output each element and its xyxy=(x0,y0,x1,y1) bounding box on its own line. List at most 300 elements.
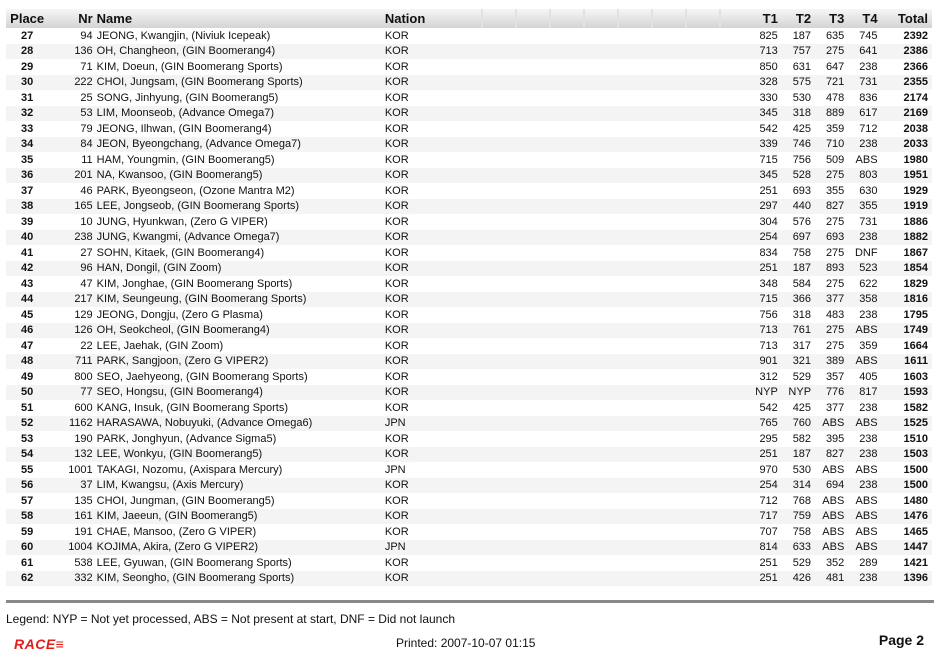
cell-t2: 575 xyxy=(778,75,811,91)
cell-nr: 217 xyxy=(48,292,96,308)
cell-place: 58 xyxy=(6,509,48,525)
cell-place: 47 xyxy=(21,339,34,352)
cell-nation: KOR xyxy=(385,571,449,587)
cell-t1: 850 xyxy=(759,60,778,73)
cell-nr: 538 xyxy=(74,556,93,569)
header-place: Place xyxy=(10,11,45,26)
race-logo xyxy=(14,636,64,652)
cell-t4: 731 xyxy=(859,215,878,228)
cell-t4: 817 xyxy=(844,385,877,401)
cell-name: NA, Kwansoo, (GIN Boomerang5) xyxy=(97,168,385,184)
table-row xyxy=(6,152,932,168)
cell-place: 51 xyxy=(21,401,34,414)
cell-t3: 359 xyxy=(825,122,845,135)
cell-place: 31 xyxy=(21,91,34,104)
cell-t2: 530 xyxy=(792,463,812,476)
table-row xyxy=(6,447,932,463)
cell-total: 1611 xyxy=(878,354,932,370)
cell-total: 1795 xyxy=(903,308,928,321)
table-row xyxy=(6,292,932,308)
table-row xyxy=(6,416,932,432)
cell-spacer xyxy=(449,323,744,339)
cell-nr: 71 xyxy=(80,60,93,73)
cell-nr: 711 xyxy=(48,354,96,370)
cell-spacer xyxy=(449,137,744,153)
cell-nr: 238 xyxy=(48,230,96,246)
cell-nr: 190 xyxy=(74,432,93,445)
cell-t3: 827 xyxy=(811,447,844,463)
cell-total: 1882 xyxy=(878,230,932,246)
cell-spacer xyxy=(449,44,744,60)
cell-place: 36 xyxy=(6,168,48,184)
cell-name: JEONG, Kwangjin, (Niviuk Icepeak) xyxy=(96,29,271,42)
cell-name: OH, Changheon, (GIN Boomerang4) xyxy=(97,44,385,60)
cell-nation: JPN xyxy=(385,416,449,432)
cell-name: JUNG, Hyunkwan, (Zero G VIPER) xyxy=(96,215,268,228)
cell-spacer xyxy=(449,75,744,91)
printed-timestamp: Printed: 2007-10-07 01:15 xyxy=(396,636,536,650)
cell-nr: 96 xyxy=(48,261,96,277)
cell-total: 1603 xyxy=(903,370,928,383)
cell-total: 2366 xyxy=(903,60,928,73)
cell-place: 57 xyxy=(21,494,34,507)
cell-place: 46 xyxy=(6,323,48,339)
cell-nation: KOR xyxy=(385,354,449,370)
cell-nr: 22 xyxy=(80,339,93,352)
cell-t2: 697 xyxy=(778,230,811,246)
cell-t3: 647 xyxy=(825,60,845,73)
cell-t1: 715 xyxy=(745,292,778,308)
cell-t2: 757 xyxy=(778,44,811,60)
cell-t3: 275 xyxy=(825,215,845,228)
cell-t3: 693 xyxy=(811,230,844,246)
table-row xyxy=(6,121,932,137)
cell-spacer xyxy=(449,431,744,447)
cell-t4: ABS xyxy=(844,416,877,432)
cell-nation: KOR xyxy=(384,339,409,352)
cell-t4: 238 xyxy=(844,478,877,494)
cell-name: SEO, Hongsu, (GIN Boomerang4) xyxy=(97,385,385,401)
table-row xyxy=(6,44,932,60)
cell-spacer xyxy=(449,307,744,323)
cell-t3: 721 xyxy=(811,75,844,91)
cell-nr: 600 xyxy=(74,401,93,414)
cell-t3: 377 xyxy=(825,401,845,414)
header-nation: Nation xyxy=(384,11,426,26)
cell-t3: 395 xyxy=(825,432,845,445)
cell-total: 1503 xyxy=(878,447,932,463)
cell-total: 1829 xyxy=(903,277,928,290)
cell-nr: 161 xyxy=(48,509,96,525)
cell-spacer xyxy=(449,400,744,416)
header-name: Name xyxy=(96,11,133,26)
cell-nr: 800 xyxy=(74,370,93,383)
cell-nation: KOR xyxy=(385,447,449,463)
table-row xyxy=(6,354,932,370)
cell-t1: 970 xyxy=(759,463,778,476)
table-row xyxy=(6,369,932,385)
cell-nr: 132 xyxy=(48,447,96,463)
cell-name: LIM, Kwangsu, (Axis Mercury) xyxy=(97,478,385,494)
table-row xyxy=(6,385,932,401)
cell-t2: 631 xyxy=(792,60,812,73)
cell-total: 1421 xyxy=(903,556,928,569)
cell-t4: 238 xyxy=(844,230,877,246)
cell-t2: 318 xyxy=(792,308,812,321)
table-row xyxy=(6,28,932,44)
cell-nation: KOR xyxy=(384,556,409,569)
cell-total: 1919 xyxy=(878,199,932,215)
cell-name: HARASAWA, Nobuyuki, (Advance Omega6) xyxy=(97,416,385,432)
cell-t3: ABS xyxy=(811,540,844,556)
cell-nation: KOR xyxy=(384,215,409,228)
cell-t1: NYP xyxy=(745,385,778,401)
cell-name: SEO, Jaehyeong, (GIN Boomerang Sports) xyxy=(96,370,308,383)
cell-t2: 758 xyxy=(792,246,812,259)
cell-t2: 584 xyxy=(792,277,812,290)
cell-name: LEE, Jongseob, (GIN Boomerang Sports) xyxy=(97,199,385,215)
cell-t4: ABS xyxy=(844,354,877,370)
cell-total: 1396 xyxy=(878,571,932,587)
cell-total: 1929 xyxy=(903,184,928,197)
cell-place: 29 xyxy=(21,60,34,73)
cell-nr: 1001 xyxy=(68,463,93,476)
cell-name: CHOI, Jungsam, (GIN Boomerang Sports) xyxy=(97,75,385,91)
cell-name: KIM, Doeun, (GIN Boomerang Sports) xyxy=(96,60,283,73)
cell-t3: ABS xyxy=(822,494,845,507)
cell-t1: 254 xyxy=(745,478,778,494)
cell-t3: 355 xyxy=(825,184,845,197)
cell-total: 2355 xyxy=(878,75,932,91)
cell-t1: 339 xyxy=(745,137,778,153)
cell-total: 1582 xyxy=(903,401,928,414)
cell-nation: KOR xyxy=(385,199,449,215)
cell-total: 2386 xyxy=(878,44,932,60)
cell-nation: KOR xyxy=(384,153,409,166)
cell-t1: 715 xyxy=(759,153,778,166)
cell-spacer xyxy=(449,121,744,137)
page-number: Page 2 xyxy=(878,632,924,648)
cell-t3: ABS xyxy=(811,416,844,432)
table-row xyxy=(6,493,932,509)
cell-name: HAN, Dongil, (GIN Zoom) xyxy=(97,261,385,277)
cell-total: 1447 xyxy=(878,540,932,556)
cell-t4: ABS xyxy=(844,509,877,525)
cell-spacer xyxy=(449,540,744,556)
cell-place: 28 xyxy=(6,44,48,60)
cell-total: 1476 xyxy=(878,509,932,525)
cell-total: 1951 xyxy=(878,168,932,184)
table-row xyxy=(6,90,932,106)
cell-t2: 318 xyxy=(778,106,811,122)
legend-text: Legend: NYP = Not yet processed, ABS = Not present at start, DNF = Did not launch xyxy=(6,612,456,626)
cell-total: 1980 xyxy=(903,153,928,166)
cell-t1: 717 xyxy=(745,509,778,525)
cell-t1: 756 xyxy=(759,308,778,321)
logo-text: RACE xyxy=(14,636,56,652)
cell-name: SONG, Jinhyung, (GIN Boomerang5) xyxy=(96,91,279,104)
cell-nation: KOR xyxy=(385,509,449,525)
cell-t1: 765 xyxy=(745,416,778,432)
cell-nation: KOR xyxy=(385,137,449,153)
cell-t4: 238 xyxy=(844,447,877,463)
cell-t4: 803 xyxy=(844,168,877,184)
cell-spacer xyxy=(449,462,744,478)
cell-spacer xyxy=(449,245,744,261)
table-row xyxy=(6,199,932,215)
cell-t4: 617 xyxy=(844,106,877,122)
cell-nr: 77 xyxy=(48,385,96,401)
cell-place: 54 xyxy=(6,447,48,463)
cell-t1: 251 xyxy=(745,571,778,587)
cell-place: 33 xyxy=(21,122,34,135)
cell-place: 56 xyxy=(6,478,48,494)
cell-spacer xyxy=(449,276,744,292)
cell-nr: 94 xyxy=(80,29,93,42)
cell-t3: 275 xyxy=(811,323,844,339)
cell-place: 40 xyxy=(6,230,48,246)
cell-t1: 345 xyxy=(745,168,778,184)
cell-nr: 201 xyxy=(48,168,96,184)
cell-name: JEONG, Dongju, (Zero G Plasma) xyxy=(96,308,263,321)
cell-nr: 53 xyxy=(48,106,96,122)
cell-nr: 1004 xyxy=(48,540,96,556)
cell-nation: JPN xyxy=(385,540,449,556)
table-row xyxy=(6,431,932,447)
cell-total: 1854 xyxy=(878,261,932,277)
cell-place: 44 xyxy=(6,292,48,308)
cell-t1: 304 xyxy=(759,215,778,228)
cell-total: 2169 xyxy=(878,106,932,122)
cell-t3: ABS xyxy=(811,509,844,525)
cell-spacer xyxy=(449,447,744,463)
cell-t1: 901 xyxy=(745,354,778,370)
cell-total: 1500 xyxy=(903,463,928,476)
cell-nr: 165 xyxy=(48,199,96,215)
cell-t4: 238 xyxy=(859,308,878,321)
cell-place: 49 xyxy=(21,370,34,383)
cell-t2: 746 xyxy=(778,137,811,153)
cell-nr: 84 xyxy=(48,137,96,153)
header-t4: T4 xyxy=(862,11,878,26)
cell-t2: 187 xyxy=(792,29,812,42)
cell-spacer xyxy=(449,214,744,230)
cell-t4: 731 xyxy=(844,75,877,91)
cell-nr: 27 xyxy=(80,246,93,259)
cell-t1: 251 xyxy=(745,447,778,463)
cell-total: 1664 xyxy=(903,339,928,352)
cell-nr: 10 xyxy=(80,215,93,228)
cell-t4: ABS xyxy=(844,540,877,556)
cell-t2: 756 xyxy=(792,153,812,166)
cell-t3: 357 xyxy=(825,370,845,383)
cell-t1: 328 xyxy=(745,75,778,91)
cell-name: PARK, Byeongseon, (Ozone Mantra M2) xyxy=(96,184,295,197)
header-row xyxy=(6,9,932,28)
cell-nation: KOR xyxy=(384,277,409,290)
cell-t2: NYP xyxy=(778,385,811,401)
cell-nation: KOR xyxy=(384,29,409,42)
cell-total: 1525 xyxy=(878,416,932,432)
cell-place: 59 xyxy=(21,525,34,538)
cell-name: LEE, Jaehak, (GIN Zoom) xyxy=(96,339,224,352)
cell-t2: 187 xyxy=(778,261,811,277)
cell-t4: 745 xyxy=(859,29,878,42)
cell-total: 1749 xyxy=(878,323,932,339)
cell-spacer xyxy=(449,28,744,44)
cell-nation: KOR xyxy=(385,230,449,246)
cell-nr: 135 xyxy=(74,494,93,507)
header-t1: T1 xyxy=(762,11,778,26)
table-row xyxy=(6,75,932,91)
cell-t1: 712 xyxy=(759,494,778,507)
cell-place: 45 xyxy=(21,308,34,321)
table-row xyxy=(6,524,932,540)
cell-t3: 509 xyxy=(825,153,845,166)
cell-spacer xyxy=(449,338,744,354)
cell-name: CHAE, Mansoo, (Zero G VIPER) xyxy=(96,525,257,538)
table-row xyxy=(6,276,932,292)
cell-name: CHOI, Jungman, (GIN Boomerang5) xyxy=(96,494,275,507)
cell-place: 30 xyxy=(6,75,48,91)
cell-t4: 355 xyxy=(844,199,877,215)
cell-t4: DNF xyxy=(854,246,878,259)
cell-nation: JPN xyxy=(384,463,406,476)
cell-t1: 251 xyxy=(745,261,778,277)
cell-t4: 405 xyxy=(859,370,878,383)
cell-spacer xyxy=(449,106,744,122)
cell-t4: 523 xyxy=(844,261,877,277)
cell-place: 60 xyxy=(6,540,48,556)
cell-place: 62 xyxy=(6,571,48,587)
cell-t1: 713 xyxy=(759,339,778,352)
cell-total: 1816 xyxy=(878,292,932,308)
cell-name: SOHN, Kitaek, (GIN Boomerang4) xyxy=(96,246,265,259)
table-row xyxy=(6,106,932,122)
cell-t4: 238 xyxy=(859,432,878,445)
cell-nation: KOR xyxy=(385,168,449,184)
cell-nation: KOR xyxy=(384,494,409,507)
cell-t2: 693 xyxy=(792,184,812,197)
cell-t2: 761 xyxy=(778,323,811,339)
cell-t2: 528 xyxy=(778,168,811,184)
cell-t4: 712 xyxy=(859,122,878,135)
cell-total: 1510 xyxy=(903,432,928,445)
cell-t4: 630 xyxy=(859,184,878,197)
cell-total: 1465 xyxy=(903,525,928,538)
cell-total: 1480 xyxy=(903,494,928,507)
cell-name: OH, Seokcheol, (GIN Boomerang4) xyxy=(97,323,385,339)
header-nr: Nr xyxy=(78,11,93,26)
cell-place: 35 xyxy=(21,153,34,166)
cell-place: 42 xyxy=(6,261,48,277)
cell-place: 38 xyxy=(6,199,48,215)
cell-spacer xyxy=(449,416,744,432)
cell-spacer xyxy=(449,354,744,370)
cell-t1: 825 xyxy=(759,29,778,42)
cell-place: 41 xyxy=(21,246,34,259)
cell-nation: KOR xyxy=(384,432,409,445)
cell-t4: 238 xyxy=(844,137,877,153)
cell-t4: ABS xyxy=(855,463,878,476)
cell-t4: 289 xyxy=(859,556,878,569)
cell-t2: 758 xyxy=(792,525,812,538)
cell-t3: 275 xyxy=(825,339,845,352)
results-table xyxy=(6,9,932,586)
cell-nation: KOR xyxy=(385,323,449,339)
cell-spacer xyxy=(449,59,744,75)
cell-nr: 47 xyxy=(80,277,93,290)
cell-t4: 238 xyxy=(844,571,877,587)
cell-t1: 297 xyxy=(745,199,778,215)
cell-nr: 191 xyxy=(74,525,93,538)
cell-t1: 814 xyxy=(745,540,778,556)
table-row xyxy=(6,261,932,277)
cell-t2: 633 xyxy=(778,540,811,556)
cell-t4: ABS xyxy=(855,525,878,538)
cell-t1: 707 xyxy=(759,525,778,538)
cell-t3: 694 xyxy=(811,478,844,494)
cell-t2: 425 xyxy=(792,401,812,414)
table-row xyxy=(6,509,932,525)
cell-total: 1500 xyxy=(878,478,932,494)
cell-name: JEON, Byeongchang, (Advance Omega7) xyxy=(97,137,385,153)
footer-divider xyxy=(6,600,934,603)
cell-place: 43 xyxy=(21,277,34,290)
cell-t3: ABS xyxy=(822,525,845,538)
cell-nation: KOR xyxy=(385,292,449,308)
cell-t2: 321 xyxy=(778,354,811,370)
cell-nr: 126 xyxy=(48,323,96,339)
cell-total: 2392 xyxy=(903,29,928,42)
cell-spacer xyxy=(449,571,744,587)
cell-t1: 542 xyxy=(759,401,778,414)
cell-spacer xyxy=(449,509,744,525)
cell-t3: 275 xyxy=(811,44,844,60)
cell-name: KIM, Jaeeun, (GIN Boomerang5) xyxy=(97,509,385,525)
cell-place: 53 xyxy=(21,432,34,445)
cell-name: KOJIMA, Akira, (Zero G VIPER2) xyxy=(97,540,385,556)
cell-t4: 358 xyxy=(844,292,877,308)
table-row xyxy=(6,323,932,339)
cell-t3: 635 xyxy=(825,29,845,42)
cell-t2: 440 xyxy=(778,199,811,215)
cell-place: 52 xyxy=(6,416,48,432)
cell-place: 61 xyxy=(21,556,34,569)
cell-t3: 893 xyxy=(811,261,844,277)
cell-nation: KOR xyxy=(384,60,409,73)
cell-t2: 425 xyxy=(792,122,812,135)
cell-t1: 834 xyxy=(759,246,778,259)
table-row xyxy=(6,245,932,261)
table-row xyxy=(6,214,932,230)
cell-t1: 254 xyxy=(745,230,778,246)
cell-t3: 275 xyxy=(811,168,844,184)
table-row xyxy=(6,338,932,354)
cell-t3: 889 xyxy=(811,106,844,122)
cell-t2: 314 xyxy=(778,478,811,494)
cell-name: KIM, Seungeung, (GIN Boomerang Sports) xyxy=(97,292,385,308)
cell-spacer xyxy=(449,493,744,509)
cell-spacer xyxy=(449,261,744,277)
cell-t2: 529 xyxy=(792,556,812,569)
cell-nation: KOR xyxy=(384,525,409,538)
cell-t2: 529 xyxy=(792,370,812,383)
table-row xyxy=(6,540,932,556)
cell-t1: 713 xyxy=(745,323,778,339)
cell-t1: 330 xyxy=(759,91,778,104)
cell-nr: 332 xyxy=(48,571,96,587)
